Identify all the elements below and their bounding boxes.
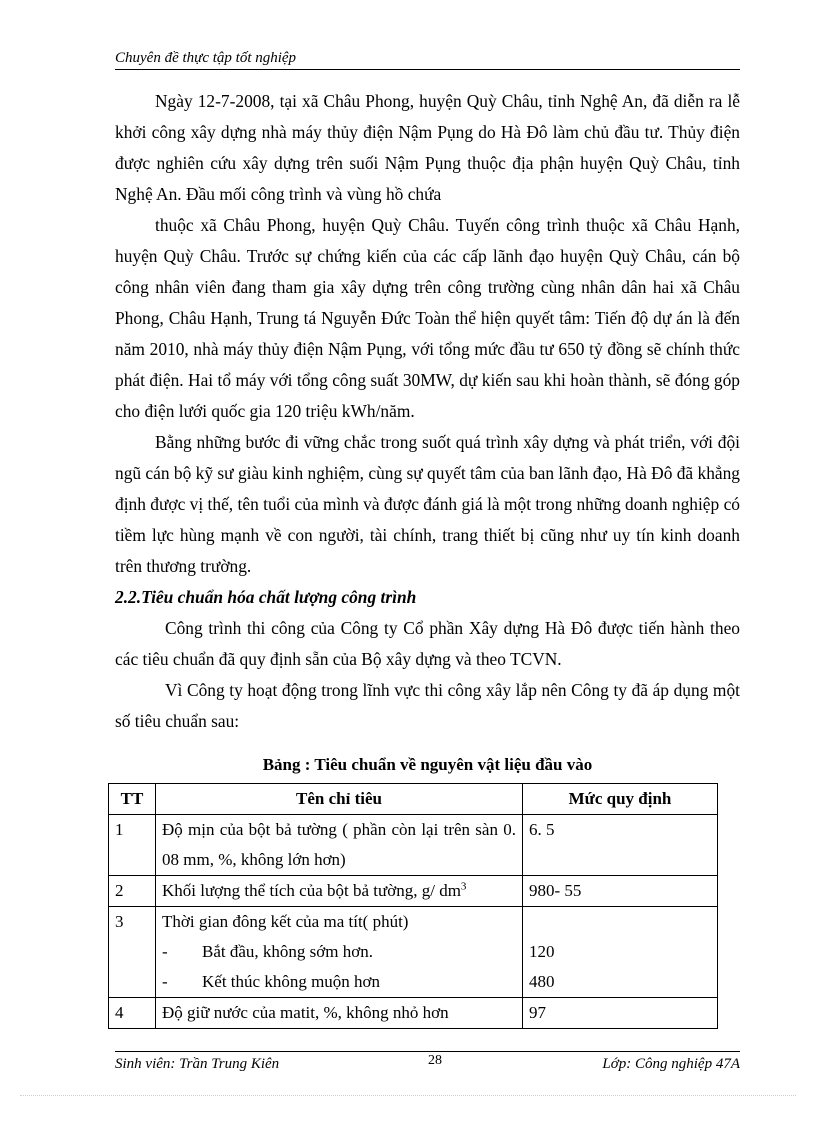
paragraph: Ngày 12-7-2008, tại xã Châu Phong, huyện Quỳ Châu, tỉnh Nghệ An, đã diễn ra lễ khởi công xây dựng nhà máy thủy điện Nậm Pụng do Hà Đô làm chủ đầu tư. Thủy điện được nghiên cứu xây dựng trên suối Nậm Pụng thuộc địa phận huyện Quỳ Châu, tỉnh Nghệ An. Đầu mối công trình và vùng hồ chứa	[115, 91, 740, 204]
table-row	[109, 907, 718, 998]
running-header: Chuyên đề thực tập tốt nghiệp	[115, 48, 740, 70]
sub-item-label: Kết thúc không muộn hơn	[202, 972, 381, 991]
row-name: Độ mịn của bột bả tường ( phần còn lại trên sàn 0. 08 mm, %, không lớn hơn)	[156, 815, 523, 876]
paragraph: Công trình thi công của Công ty Cổ phần Xây dựng Hà Đô được tiến hành theo các tiêu chuẩn đã quy định sẵn của Bộ xây dựng và theo TCVN.	[115, 618, 740, 669]
column-header-value: Mức quy định	[523, 784, 718, 815]
page-number: 28	[428, 1053, 442, 1068]
row-name	[156, 876, 523, 907]
footer-student: Sinh viên: Trần Trung Kiên	[115, 1056, 280, 1072]
row-name-text: Thời gian đông kết của ma tít( phút)	[162, 912, 409, 931]
column-header-name: Tên chỉ tiêu	[156, 784, 523, 815]
table-title: Bảng : Tiêu chuẩn về nguyên vật liệu đầu vào	[262, 755, 593, 774]
row-tt: 1	[109, 815, 156, 876]
paragraph: Bằng những bước đi vững chắc trong suốt quá trình xây dựng và phát triển, với đội ngũ cán bộ kỹ sư giàu kinh nghiệm, cùng sự quyết tâm của ban lãnh đạo, Hà Đô đã khẳng định được vị thế, tên tuổi của mình và được đánh giá là một trong những doanh nghiệp có tiềm lực hùng mạnh về con người, tài chính, trang thiết bị cũng như uy tín kinh doanh trên thương trường.	[115, 432, 740, 576]
row-tt: 3	[109, 907, 156, 998]
row-value: 6. 5	[523, 815, 718, 876]
sub-item-value: 120	[529, 942, 555, 961]
row-name	[156, 907, 523, 998]
table-row	[109, 815, 718, 876]
sub-item	[162, 937, 516, 967]
row-value	[523, 907, 718, 998]
row-tt: 4	[109, 998, 156, 1029]
sub-item-value: 480	[529, 972, 555, 991]
column-header-tt: TT	[109, 784, 156, 815]
table-header-row	[109, 784, 718, 815]
sub-item-dash: -	[162, 942, 168, 961]
row-name: Độ giữ nước của matit, %, không nhỏ hơn	[156, 998, 523, 1029]
page-footer	[115, 1054, 740, 1074]
row-tt: 2	[109, 876, 156, 907]
spec-table	[108, 783, 718, 1029]
section-heading: 2.2.Tiêu chuẩn hóa chất lượng công trình	[115, 587, 417, 607]
row-name-text: Khối lượng thể tích của bột bả tường, g/ dm	[162, 881, 461, 900]
sub-item-dash: -	[162, 972, 168, 991]
paragraph: Vì Công ty hoạt động trong lĩnh vực thi công xây lắp nên Công ty đã áp dụng một số tiêu chuẩn sau:	[115, 680, 740, 731]
body-text	[115, 86, 740, 737]
page-edge-rule	[20, 1095, 796, 1096]
sub-item	[162, 967, 516, 997]
table-row	[109, 876, 718, 907]
footer-class: Lớp: Công nghiệp 47A	[602, 1056, 740, 1072]
row-value: 97	[523, 998, 718, 1029]
sub-item-label: Bắt đầu, không sớm hơn.	[202, 942, 373, 961]
row-value: 980- 55	[523, 876, 718, 907]
paragraph: thuộc xã Châu Phong, huyện Quỳ Châu. Tuyến công trình thuộc xã Châu Hạnh, huyện Quỳ Châu. Trước sự chứng kiến của các cấp lãnh đạo huyện Quỳ Châu, cán bộ công nhân viên đang tham gia xây dựng trên công trường cùng nhân dân hai xã Châu Phong, Châu Hạnh, Trung tá Nguyễn Đức Toàn thể hiện quyết tâm: Tiến độ dự án là đến năm 2010, nhà máy thủy điện Nậm Pụng, với tổng mức đầu tư 650 tỷ đồng sẽ chính thức phát điện. Hai tổ máy với tổng công suất 30MW, dự kiến sau khi hoàn thành, sẽ đóng góp cho điện lưới quốc gia 120 triệu kWh/năm.	[115, 215, 740, 421]
row-name-superscript: 3	[460, 880, 467, 893]
table-row	[109, 998, 718, 1029]
